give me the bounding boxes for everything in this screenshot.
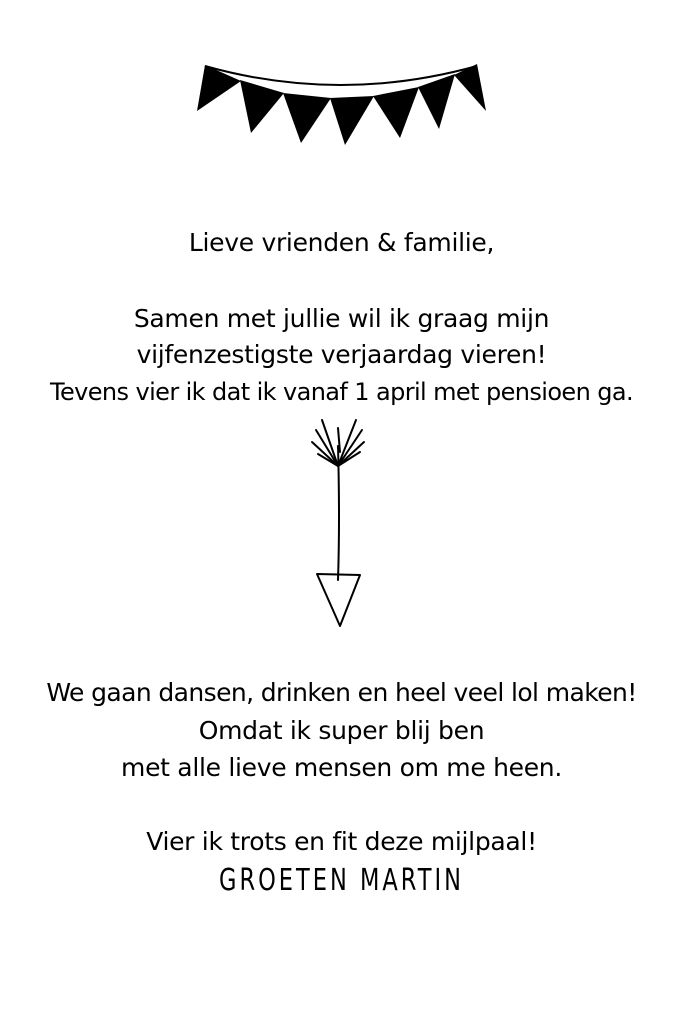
paragraph2-line-3: met alle lieve mensen om me heen. [121,753,562,782]
paragraph2-line-1: We gaan dansen, drinken en heel veel lol maken! [46,678,637,707]
closing-line: Vier ik trots en fit deze mijlpaal! [146,827,537,856]
greeting: Lieve vrienden & familie, [188,228,495,257]
paragraph1-line-2: vijfenzestigste verjaardag vieren! [136,340,547,369]
paragraph1-line-1: Samen met jullie wil ik graag mijn [133,304,550,333]
paragraph1-line-3: Tevens vier ik dat ik vanaf 1 april met pensioen ga. [50,378,633,406]
signature: GROETEN MARTIN [219,863,464,898]
paragraph2-line-2: Omdat ik super blij ben [198,716,485,745]
